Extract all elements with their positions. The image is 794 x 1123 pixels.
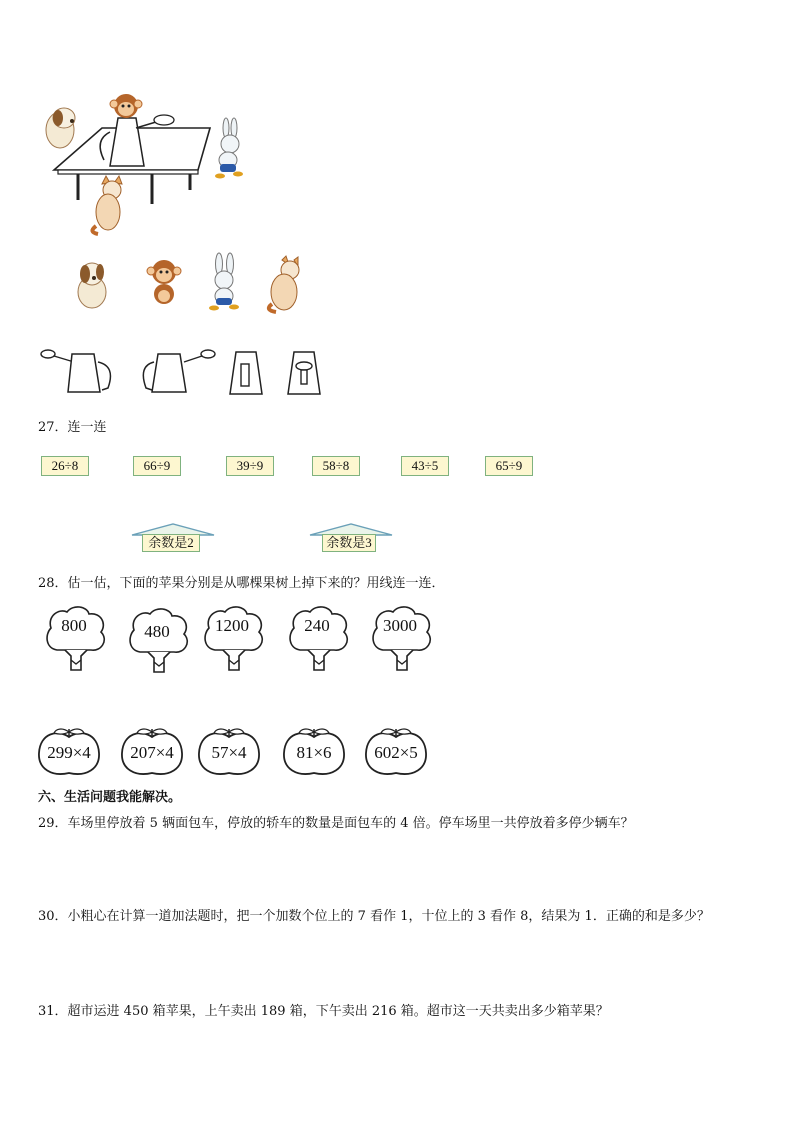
tree-5 xyxy=(369,604,437,672)
division-box-4: 58÷8 xyxy=(312,456,360,476)
apple-value: 602×5 xyxy=(374,743,418,762)
q27-title: 27．连一连 xyxy=(38,420,107,435)
house-label-1: 余数是2 xyxy=(142,534,200,552)
watering-can-view-front xyxy=(226,350,266,396)
tree-value: 1200 xyxy=(215,616,249,635)
dog-icon xyxy=(72,258,112,310)
tree-outline-icon xyxy=(201,604,269,672)
cat-figure-scene xyxy=(92,176,122,234)
tree-outline-icon xyxy=(43,604,111,672)
table-scene-illustration xyxy=(40,88,255,238)
division-box-2: 66÷9 xyxy=(133,456,181,476)
tree-value: 480 xyxy=(144,622,170,641)
apple-1 xyxy=(36,727,102,777)
apple-value: 207×4 xyxy=(130,743,174,762)
tree-value: 3000 xyxy=(383,616,417,635)
division-box-5: 43÷5 xyxy=(401,456,449,476)
tree-value: 800 xyxy=(61,616,87,635)
monkey-icon xyxy=(144,258,184,306)
tree-outline-icon xyxy=(369,604,437,672)
apple-value: 299×4 xyxy=(47,743,91,762)
q28-title: 28．估一估，下面的苹果分别是从哪棵果树上掉下来的？用线连一连． xyxy=(38,576,445,591)
apple-2 xyxy=(119,727,185,777)
apple-5 xyxy=(363,727,429,777)
apple-value: 81×6 xyxy=(296,743,332,762)
apple-4 xyxy=(281,727,347,777)
tree-4 xyxy=(286,604,354,672)
rabbit-icon xyxy=(204,252,244,312)
tree-value: 240 xyxy=(304,616,330,635)
rabbit-figure-scene xyxy=(215,118,243,179)
division-box-3: 39÷9 xyxy=(226,456,274,476)
apple-3 xyxy=(196,727,262,777)
division-box-1: 26÷8 xyxy=(41,456,89,476)
house-label-2: 余数是3 xyxy=(322,534,376,552)
apple-value: 57×4 xyxy=(211,743,247,762)
dog-figure-scene xyxy=(46,108,75,148)
tree-3 xyxy=(201,604,269,672)
tree-outline-icon xyxy=(286,604,354,672)
tree-1 xyxy=(43,604,111,672)
watering-can-view-back xyxy=(284,350,324,396)
division-box-6: 65÷9 xyxy=(485,456,533,476)
tree-2 xyxy=(126,606,194,674)
cat-icon xyxy=(262,256,302,314)
q31-text: 31．超市运进 450 箱苹果，上午卖出 189 箱，下午卖出 216 箱。超市这一天共卖出多少箱苹果？ xyxy=(38,1004,609,1019)
monkey-figure-scene xyxy=(110,94,142,118)
watering-can-view-left xyxy=(40,348,118,396)
q29-text: 29．车场里停放着 5 辆面包车，停放的轿车的数量是面包车的 4 倍。停车场里一共停放着多停少辆车？ xyxy=(38,816,634,831)
section-6-title: 六、生活问题我能解决。 xyxy=(38,790,182,805)
q30-text: 30．小粗心在计算一道加法题时，把一个加数个位上的 7 看作 1，十位上的 3 看作 8，结果为 1．正确的和是多少？ xyxy=(38,909,710,924)
watering-can-view-right xyxy=(140,348,218,396)
